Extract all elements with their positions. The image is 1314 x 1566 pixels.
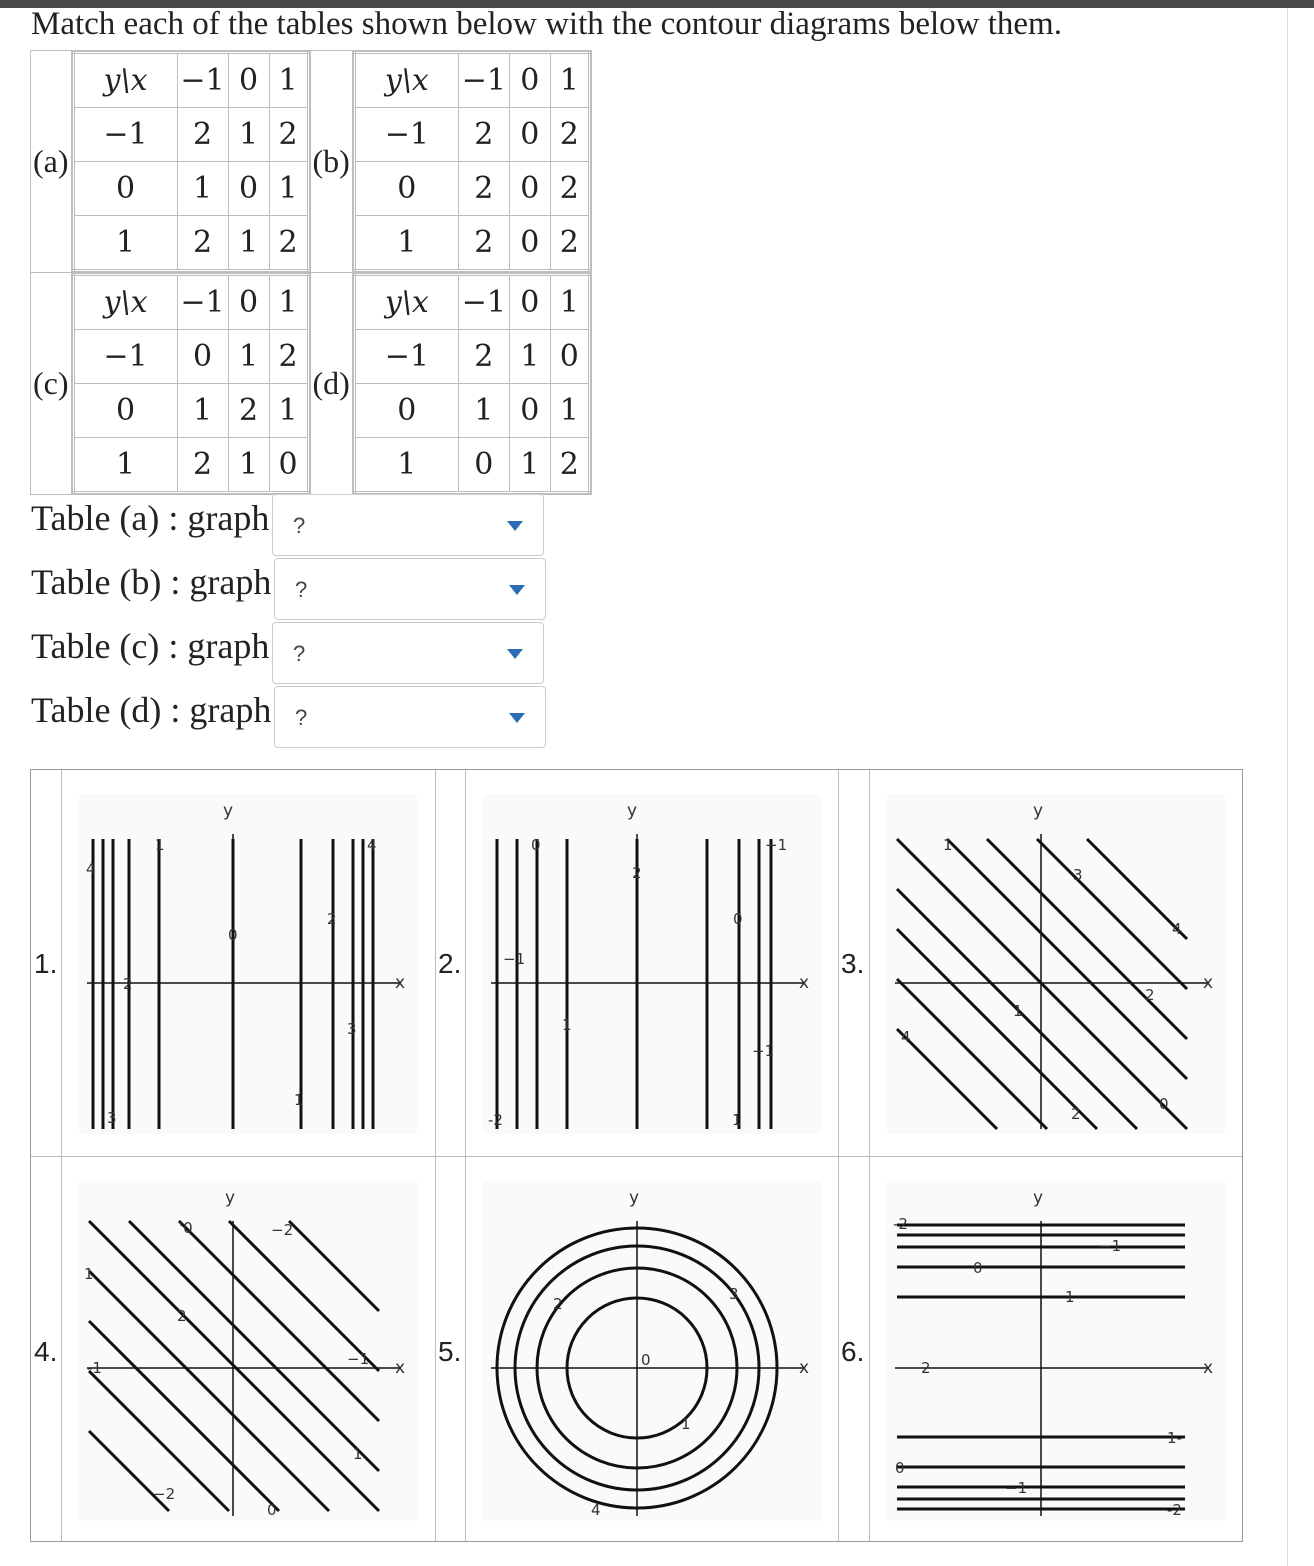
graph-number: 3.: [841, 948, 865, 979]
axis-label: x: [395, 1358, 406, 1378]
contour-label: 2: [177, 1307, 187, 1325]
axis-label: x: [395, 973, 406, 993]
table-header-cell: 0: [228, 53, 269, 108]
table-header-cell: −1: [458, 53, 509, 108]
table-cell: 1: [458, 384, 509, 438]
axis-label: x: [1203, 973, 1214, 993]
table-cell: 1: [354, 438, 458, 493]
question-label: Table (b) : graph: [31, 562, 272, 602]
table-cell: 1: [177, 384, 228, 438]
contour-label: 3: [729, 1285, 739, 1303]
table-cell: 0: [509, 216, 550, 271]
contour-label: 1: [681, 1415, 691, 1433]
table-cell: 0: [228, 162, 269, 216]
table-cell: 2: [458, 216, 509, 271]
contour-label: -2: [893, 1215, 908, 1233]
table-cell: 2: [458, 162, 509, 216]
contour-label: 0: [895, 1459, 905, 1477]
table-cell: 0: [73, 384, 177, 438]
contour-label: 1-: [1167, 1429, 1182, 1447]
contour-label: −1: [1005, 1479, 1028, 1497]
caret-down-icon: [507, 649, 523, 659]
table-cell: 0: [509, 162, 550, 216]
table-c: [72, 273, 310, 494]
table-cell: 0: [509, 108, 550, 162]
contour-label: 2: [1145, 986, 1155, 1004]
graph-select-c[interactable]: [272, 622, 544, 684]
contour-label: 1: [155, 836, 165, 854]
axis-label: y: [629, 1188, 640, 1208]
table-header-cell: 0: [509, 53, 550, 108]
table-cell: 1: [228, 438, 269, 493]
table-c-label: (c): [31, 273, 72, 495]
table-cell: 0: [177, 330, 228, 384]
graph-number: 4.: [34, 1336, 58, 1367]
contour-label: 1: [732, 1111, 742, 1129]
contour-graph-2: [483, 794, 821, 1134]
axis-label: y: [225, 1188, 236, 1208]
table-header-cell: 1: [550, 53, 589, 108]
table-cell: 1: [73, 216, 177, 271]
table-cell: 2: [550, 216, 589, 271]
graph-number: 2.: [438, 948, 462, 979]
table-cell: 1: [228, 216, 269, 271]
caret-down-icon: [509, 713, 525, 723]
table-header-cell: −1: [458, 275, 509, 330]
table-a-label: (a): [31, 51, 72, 273]
graph-number: 5.: [438, 1336, 462, 1367]
contour-label: −1: [752, 1042, 775, 1060]
table-cell: 0: [509, 384, 550, 438]
contour-label: 2: [1071, 1105, 1081, 1123]
question-label: Table (a) : graph: [31, 498, 270, 538]
graph-select-d[interactable]: [274, 686, 546, 748]
axis-label: y: [223, 801, 234, 821]
table-d: [353, 273, 591, 494]
table-c-cell: [71, 273, 310, 495]
contour-label: -1: [87, 1359, 102, 1377]
table-cell: 2: [550, 162, 589, 216]
table-a: [72, 51, 310, 272]
contour-label: -2: [488, 1111, 503, 1129]
table-header-cell: −1: [177, 53, 228, 108]
contour-label: -2: [1167, 1501, 1182, 1519]
table-cell: 1: [73, 438, 177, 493]
graphs-grid: [30, 769, 1243, 1542]
table-cell: 2: [228, 384, 269, 438]
table-cell: 1: [509, 438, 550, 493]
table-cell: 2: [177, 108, 228, 162]
contour-label: 4: [86, 860, 96, 878]
contour-graph-1: [79, 794, 417, 1134]
table-header-cell: y\x: [354, 275, 458, 330]
contour-label: −1: [347, 1350, 370, 1368]
table-cell: 0: [354, 384, 458, 438]
tables-layout: [30, 50, 592, 495]
graph-select-a[interactable]: [272, 494, 544, 556]
table-cell: 1: [509, 330, 550, 384]
contour-label: 1: [84, 1265, 94, 1283]
contour-label: 3: [1073, 866, 1083, 884]
table-cell: 1: [228, 330, 269, 384]
table-cell: 2: [177, 216, 228, 271]
table-header-cell: 1: [269, 275, 308, 330]
contour-label: 1: [294, 1091, 304, 1109]
contour-label: −1: [765, 836, 788, 854]
contour-label: 2: [921, 1359, 931, 1377]
contour-label: 2: [123, 975, 133, 993]
table-cell: 2: [269, 216, 308, 271]
axis-label: x: [1203, 1358, 1214, 1378]
table-cell: −1: [354, 330, 458, 384]
contour-label: '0: [179, 1219, 193, 1237]
table-header-cell: y\x: [354, 53, 458, 108]
table-header-cell: 1: [550, 275, 589, 330]
contour-label: 2: [553, 1295, 563, 1313]
contour-label: 2: [632, 864, 642, 882]
contour-label: 0: [267, 1501, 277, 1519]
table-cell: 1: [228, 108, 269, 162]
table-cell: 0: [354, 162, 458, 216]
table-cell: −1: [73, 108, 177, 162]
table-cell: 2: [269, 330, 308, 384]
contour-graph-6: [887, 1181, 1225, 1521]
table-a-cell: [71, 51, 310, 273]
table-cell: 1: [269, 384, 308, 438]
table-cell: −1: [73, 330, 177, 384]
table-cell: 0: [269, 438, 308, 493]
contour-label: 1: [353, 1445, 363, 1463]
question-label: Table (d) : graph: [31, 690, 272, 730]
contour-graph-4: [79, 1181, 417, 1521]
contour-label: 0: [641, 1351, 651, 1369]
table-cell: 2: [458, 108, 509, 162]
caret-down-icon: [507, 521, 523, 531]
table-b-cell: [352, 51, 591, 273]
graph-select-b[interactable]: [274, 558, 546, 620]
contour-label: 4: [367, 836, 377, 854]
question-label: Table (c) : graph: [31, 626, 270, 666]
axis-label: x: [799, 973, 810, 993]
contour-label: 0: [228, 926, 238, 944]
select-value: ?: [293, 513, 306, 538]
contour-label: −2: [153, 1485, 176, 1503]
table-header-cell: 0: [509, 275, 550, 330]
axis-label: y: [627, 801, 638, 821]
table-header-cell: y\x: [73, 275, 177, 330]
table-cell: 1: [550, 384, 589, 438]
contour-graph-3: [887, 794, 1225, 1134]
axis-label: x: [799, 1358, 810, 1378]
axis-label: y: [1033, 801, 1044, 821]
table-header-cell: y\x: [73, 53, 177, 108]
table-cell: 2: [177, 438, 228, 493]
contour-label: 2: [327, 910, 337, 928]
graph-number: 1.: [34, 948, 58, 979]
table-cell: 2: [550, 108, 589, 162]
contour-graph-5: [483, 1181, 821, 1521]
contour-label: 0: [733, 910, 743, 928]
table-d-cell: [352, 273, 591, 495]
contour-label: 0: [531, 836, 541, 854]
table-cell: −1: [354, 108, 458, 162]
contour-label: −1: [503, 950, 526, 968]
grid-divider: [31, 1156, 1242, 1157]
contour-label: 1: [943, 836, 953, 854]
table-cell: 1: [177, 162, 228, 216]
table-cell: 0: [550, 330, 589, 384]
contour-label: −2: [271, 1221, 294, 1239]
table-header-cell: −1: [177, 275, 228, 330]
caret-down-icon: [509, 585, 525, 595]
contour-label: 3: [347, 1020, 357, 1038]
axis-label: y: [1033, 1188, 1044, 1208]
contour-label: 4: [901, 1028, 911, 1046]
table-b: [353, 51, 591, 272]
contour-label: 0: [1159, 1095, 1169, 1113]
page-divider: [1287, 8, 1288, 1566]
table-cell: 0: [73, 162, 177, 216]
table-header-cell: 1: [269, 53, 308, 108]
table-cell: 0: [458, 438, 509, 493]
table-header-cell: 0: [228, 275, 269, 330]
table-cell: 1: [354, 216, 458, 271]
select-value: ?: [295, 577, 308, 602]
contour-label: 1: [1065, 1288, 1075, 1306]
contour-label: −1: [1099, 1237, 1122, 1255]
table-cell: 2: [458, 330, 509, 384]
question-prompt: Match each of the tables shown below with the contour diagrams below them.: [31, 6, 1062, 42]
table-cell: 2: [550, 438, 589, 493]
table-d-label: (d): [310, 273, 352, 495]
contour-label: 1: [1013, 1002, 1023, 1020]
table-b-label: (b): [310, 51, 352, 273]
contour-label: 1: [562, 1016, 572, 1034]
contour-label: 3: [107, 1109, 117, 1127]
graph-number: 6.: [841, 1336, 865, 1367]
select-value: ?: [293, 641, 306, 666]
contour-label: 4: [1172, 920, 1182, 938]
contour-label: 4: [591, 1501, 601, 1519]
contour-label: 0: [973, 1259, 983, 1277]
table-cell: 1: [269, 162, 308, 216]
select-value: ?: [295, 705, 308, 730]
table-cell: 2: [269, 108, 308, 162]
